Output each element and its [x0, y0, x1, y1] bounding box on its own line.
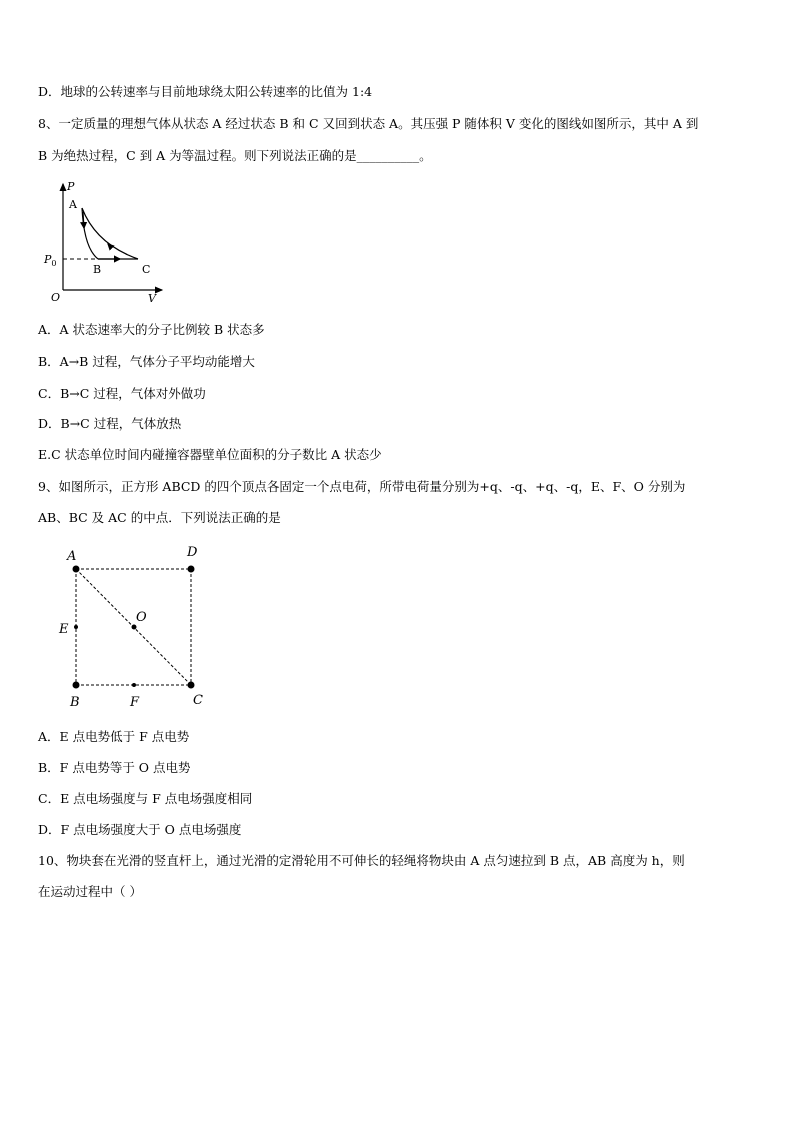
- charge-b: [73, 682, 80, 689]
- label-f: F: [130, 695, 140, 710]
- q9-option-b: B．F 点电势等于 O 点电势: [38, 760, 191, 775]
- label-o: O: [136, 610, 147, 625]
- label-b: B: [70, 695, 80, 710]
- charge-a: [73, 566, 80, 573]
- point-c-label: C: [142, 263, 151, 276]
- q8-option-b: B．A→B 过程，气体分子平均动能增大: [38, 354, 255, 369]
- ca-curve: [82, 208, 138, 259]
- axis-p-label: P: [67, 180, 75, 193]
- p0-label: $P_0$: [44, 253, 57, 268]
- ab-curve: [82, 208, 98, 259]
- label-d: D: [187, 545, 198, 560]
- point-b-label: B: [93, 263, 102, 276]
- point-o: [132, 625, 137, 630]
- point-e: [74, 625, 78, 629]
- q9-option-a: A．E 点电势低于 F 点电势: [38, 729, 190, 744]
- q9-option-c: C．E 点电场强度与 F 点电场强度相同: [38, 791, 253, 806]
- origin-label: O: [51, 291, 61, 304]
- q8-stem-line1: 8、一定质量的理想气体从状态 A 经过状态 B 和 C 又回到状态 A。其压强 P 随体积 V 变化的图线如图所示，其中 A 到: [38, 116, 699, 131]
- label-c: C: [193, 693, 203, 708]
- q8-stem-line2: B 为绝热过程，C 到 A 为等温过程。则下列说法正确的是__________。: [38, 148, 432, 163]
- point-a-label: A: [69, 198, 77, 211]
- label-a: A: [67, 549, 77, 564]
- q8-pv-diagram: [38, 178, 178, 308]
- q10-stem-line2: 在运动过程中（ ）: [38, 884, 142, 899]
- charge-c: [188, 682, 195, 689]
- q8-option-a: A．A 状态速率大的分子比例较 B 状态多: [38, 322, 265, 337]
- charge-d: [188, 566, 195, 573]
- q8-option-d: D．B→C 过程，气体放热: [38, 416, 182, 431]
- axis-v-label: V: [148, 292, 156, 305]
- point-f: [132, 683, 136, 687]
- q9-option-d: D．F 点电场强度大于 O 点电场强度: [38, 822, 242, 837]
- q9-stem-line1: 9、如图所示，正方形 ABCD 的四个顶点各固定一个点电荷，所带电荷量分别为+q、-q、+q、-q，E、F、O 分别为: [38, 479, 686, 494]
- label-e: E: [59, 622, 69, 637]
- q8-option-c: C．B→C 过程，气体对外做功: [38, 386, 206, 401]
- q9-stem-line2: AB、BC 及 AC 的中点．下列说法正确的是: [38, 510, 281, 525]
- q9-square-diagram: [50, 540, 230, 715]
- q8-option-e: E.C 状态单位时间内碰撞容器壁单位面积的分子数比 A 状态少: [38, 447, 382, 462]
- q10-stem-line1: 10、物块套在光滑的竖直杆上，通过光滑的定滑轮用不可伸长的轻绳将物块由 A 点匀速拉到 B 点，AB 高度为 h，则: [38, 853, 685, 868]
- q7-option-d: D．地球的公转速率与目前地球绕太阳公转速率的比值为 1:4: [38, 84, 373, 99]
